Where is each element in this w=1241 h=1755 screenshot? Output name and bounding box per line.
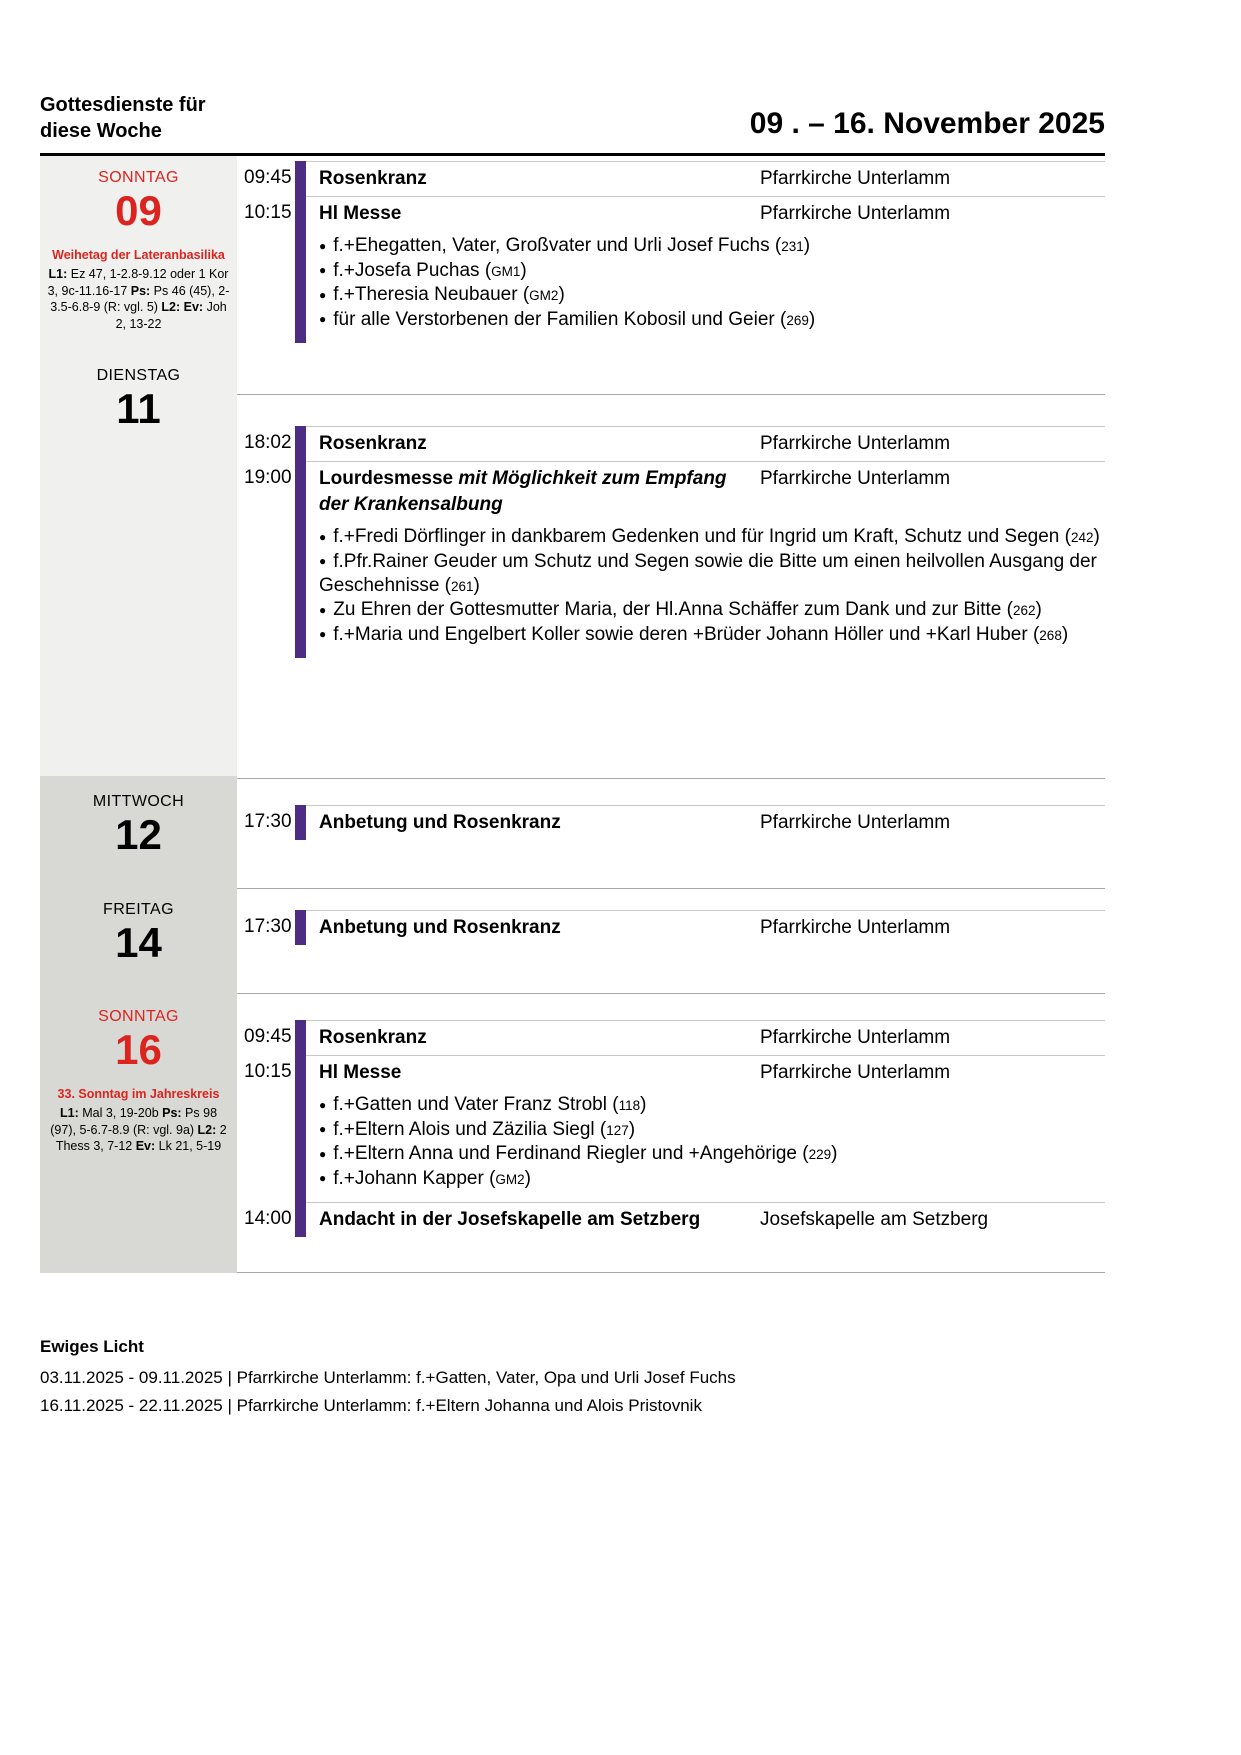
event-title: [319, 431, 760, 457]
intention-item: ● f.+Johann Kapper (GM2): [319, 1167, 531, 1189]
intention-text: f.+Josefa Puchas: [333, 259, 480, 281]
event-title: [319, 201, 760, 227]
reading-segment: L1:: [59, 1106, 79, 1120]
intention-item: ● f.+Gatten und Vater Franz Strobl (118): [319, 1094, 647, 1115]
event-main: [306, 1020, 1105, 1055]
page-title-line1: Gottesdienste für: [40, 94, 206, 116]
intention-ref: GM2: [529, 288, 559, 303]
event-header: [306, 461, 1105, 522]
event-row: [237, 1055, 1105, 1202]
bullet-icon: ●: [319, 287, 327, 302]
event-title-text: Rosenkranz: [319, 1027, 427, 1048]
day-number: 11: [116, 385, 161, 432]
footer: [40, 1335, 1105, 1420]
event-main: [306, 805, 1105, 840]
intention-ref: 269: [786, 312, 809, 328]
reading-segment: Ev:: [135, 1139, 156, 1153]
event-main: [306, 1055, 1105, 1202]
page-title-line2: diese Woche: [40, 120, 162, 142]
intention-ref: 261: [451, 578, 474, 594]
intention-item: ● f.+Ehegatten, Vater, Großvater und Urli Josef Fuchs (231): [319, 235, 811, 256]
intention-ref: GM2: [495, 1171, 525, 1187]
event-time: 17:30: [244, 916, 292, 937]
event-row: [237, 1020, 1105, 1055]
reading-segment: Mal 3, 19-20b: [78, 1106, 163, 1120]
event-accent-bar: [295, 1202, 306, 1237]
bullet-icon: ●: [319, 554, 327, 568]
event-location: Pfarrkirche Unterlamm: [760, 203, 951, 224]
reading-segment: Ps:: [130, 283, 151, 298]
event-row: [237, 1202, 1105, 1237]
day-number: 12: [115, 811, 162, 858]
reading-segment: L1:: [48, 267, 68, 281]
intentions-list: [306, 231, 1105, 343]
intention-item: ● f.+Josefa Puchas (GM1): [319, 259, 527, 281]
event-accent-bar: [295, 805, 306, 840]
event-accent-bar: [295, 461, 306, 658]
intention-text: f.Pfr.Rainer Geuder um Schutz und Segen sowie die Bitte um einen heilvollen Ausgang der Geschehnisse: [319, 550, 1097, 596]
day-name: SONNTAG: [98, 1008, 179, 1025]
events-column: [237, 991, 1105, 1273]
event-time: 19:00: [244, 467, 292, 488]
bullet-icon: ●: [319, 1097, 327, 1112]
intention-item: ● f.Pfr.Rainer Geuder um Schutz und Segen sowie die Bitte um einen heilvollen Ausgang der Geschehnisse (261): [319, 550, 1097, 596]
bullet-icon: ●: [319, 627, 327, 641]
week-date-range: 09 . – 16. November 2025: [749, 107, 1105, 140]
intention-text: f.+Eltern Anna und Ferdinand Riegler und +Angehörige: [333, 1143, 797, 1164]
event-header: [306, 910, 1105, 945]
bullet-icon: ●: [319, 1171, 327, 1185]
reading-segment: Ps 98 (97), 5-6.7-8.9 (R: vgl. 9a): [50, 1106, 218, 1137]
bullet-icon: ●: [319, 529, 327, 544]
event-location: Josefskapelle am Setzberg: [760, 1209, 989, 1230]
intention-text: für alle Verstorbenen der Familien Kobosil und Geier: [333, 308, 775, 330]
intention-item: ● f.+Eltern Alois und Zäzilia Siegl (127): [319, 1118, 636, 1140]
event-title: [319, 915, 760, 941]
event-header: [306, 1055, 1105, 1090]
event-title: [319, 466, 760, 518]
event-row: [237, 805, 1105, 840]
intentions-list: [306, 522, 1105, 658]
day-section-mittwoch12: [40, 776, 1105, 886]
event-location: Pfarrkirche Unterlamm: [760, 917, 951, 938]
event-main: [306, 161, 1105, 196]
event-accent-bar: [295, 426, 306, 461]
day-name: SONNTAG: [98, 169, 179, 186]
day-section-sonntag09: [40, 156, 1105, 358]
event-title-text: Rosenkranz: [319, 433, 427, 454]
event-accent-bar: [295, 910, 306, 945]
event-title-text: Andacht in der Josefskapelle am Setzberg: [319, 1209, 701, 1230]
intention-ref: 242: [1070, 530, 1094, 545]
day-number: 09: [115, 187, 162, 234]
reading-segment: Lk 21, 5-19: [155, 1139, 222, 1153]
event-title: [319, 166, 760, 192]
day-section-dienstag11: [40, 358, 1105, 776]
bullet-icon: ●: [319, 1146, 327, 1161]
bullet-icon: ●: [319, 1122, 327, 1136]
intention-text: f.+Ehegatten, Vater, Großvater und Urli Josef Fuchs: [333, 235, 770, 256]
bullet-icon: ●: [319, 238, 327, 253]
intention-item: ● f.+Eltern Anna und Ferdinand Riegler und +Angehörige (229): [319, 1143, 838, 1164]
event-time: 10:15: [244, 1061, 292, 1082]
event-main: [306, 426, 1105, 461]
intention-ref: 118: [618, 1098, 641, 1113]
intention-item: ● f.+Theresia Neubauer (GM2): [319, 284, 565, 305]
event-title-text: Rosenkranz: [319, 168, 427, 189]
event-row: [237, 910, 1105, 945]
event-row: [237, 196, 1105, 343]
event-main: [306, 461, 1105, 658]
intention-ref: 127: [606, 1122, 629, 1138]
event-row: [237, 161, 1105, 196]
reading-segment: L2:: [197, 1122, 217, 1137]
day-name: FREITAG: [103, 901, 174, 918]
intention-text: f.+Johann Kapper: [333, 1167, 484, 1189]
event-location: Pfarrkirche Unterlamm: [760, 168, 951, 189]
event-title-text: Hl Messe: [319, 203, 402, 224]
section-divider: [237, 993, 1105, 994]
page-title: [40, 92, 206, 144]
section-divider: [237, 888, 1105, 889]
event-header: [306, 196, 1105, 231]
intention-ref: 268: [1039, 627, 1062, 643]
event-row: [237, 461, 1105, 658]
day-name: DIENSTAG: [96, 367, 181, 384]
events-column: [237, 156, 1105, 358]
event-time: 14:00: [244, 1208, 292, 1229]
reading-segment: Ev:: [183, 300, 204, 314]
reading-segment: Ps 46 (45), 2-3.5-6.8-9 (R: vgl. 5): [50, 283, 230, 314]
event-accent-bar: [295, 1020, 306, 1055]
events-column: [237, 886, 1105, 991]
day-panel: [40, 156, 237, 358]
event-time: 09:45: [244, 167, 292, 188]
section-divider: [237, 394, 1105, 395]
event-title-note: mit Möglichkeit zum Empfang der Krankensalbung: [319, 468, 727, 515]
bullet-icon: ●: [319, 602, 327, 617]
event-header: [306, 426, 1105, 461]
event-time: 10:15: [244, 202, 292, 223]
day-number: 16: [115, 1026, 162, 1073]
event-row: [237, 426, 1105, 461]
events-column: [237, 358, 1105, 776]
event-location: Pfarrkirche Unterlamm: [760, 812, 951, 833]
event-location: Pfarrkirche Unterlamm: [760, 1027, 951, 1048]
event-title-text: Hl Messe: [319, 1062, 402, 1083]
event-accent-bar: [295, 1055, 306, 1202]
feast-name: 33. Sonntag im Jahreskreis: [57, 1087, 220, 1101]
day-panel: [40, 358, 237, 776]
day-panel: [40, 991, 237, 1273]
event-title: [319, 1025, 760, 1051]
event-title: [319, 1207, 760, 1233]
day-panel: [40, 776, 237, 886]
event-time: 17:30: [244, 811, 292, 832]
intention-text: f.+Maria und Engelbert Koller sowie deren +Brüder Johann Höller und +Karl Huber: [333, 623, 1028, 645]
intention-item: ● f.+Fredi Dörflinger in dankbarem Gedenken und für Ingrid um Kraft, Schutz und Segen (242): [319, 526, 1100, 547]
bullet-icon: ●: [319, 263, 327, 277]
day-readings: [40, 1105, 237, 1155]
event-header: [306, 1202, 1105, 1237]
eternal-light-entry: 03.11.2025 - 09.11.2025 | Pfarrkirche Unterlamm: f.+Gatten, Vater, Opa und Urli Josef Fuchs: [40, 1368, 736, 1387]
event-main: [306, 910, 1105, 945]
day-number: 14: [115, 919, 162, 966]
reading-segment: Ez 47, 1-2.8-9.12 oder 1 Kor 3, 9c-11.16-17: [47, 267, 229, 298]
section-divider: [237, 778, 1105, 779]
eternal-light-entry: 16.11.2025 - 22.11.2025 | Pfarrkirche Unterlamm: f.+Eltern Johanna und Alois Pristovnik: [40, 1396, 702, 1415]
intention-text: Zu Ehren der Gottesmutter Maria, der Hl.Anna Schäffer zum Dank und zur Bitte: [333, 599, 1002, 620]
event-header: [306, 1020, 1105, 1055]
intention-text: f.+Theresia Neubauer: [333, 284, 518, 305]
intention-ref: 231: [781, 239, 804, 254]
intention-ref: 229: [808, 1147, 832, 1162]
events-column: [237, 776, 1105, 886]
event-location: Pfarrkirche Unterlamm: [760, 433, 951, 454]
event-location: Pfarrkirche Unterlamm: [760, 468, 951, 489]
event-title: [319, 810, 760, 836]
intentions-list: [306, 1090, 1105, 1202]
reading-segment: L2:: [161, 300, 181, 314]
event-header: [306, 161, 1105, 196]
event-accent-bar: [295, 161, 306, 196]
event-time: 18:02: [244, 432, 292, 453]
event-title: [319, 1060, 760, 1086]
feast-name: Weihetag der Lateranbasilika: [52, 248, 225, 262]
schedule-table: [40, 156, 1105, 1273]
intention-item: ● für alle Verstorbenen der Familien Kobosil und Geier (269): [319, 308, 816, 330]
bullet-icon: ●: [319, 312, 327, 326]
day-name: MITTWOCH: [92, 793, 185, 810]
reading-segment: Joh 2, 13-22: [115, 300, 227, 331]
day-section-sonntag16: [40, 991, 1105, 1273]
day-readings: [40, 266, 237, 332]
intention-item: ● f.+Maria und Engelbert Koller sowie deren +Brüder Johann Höller und +Karl Huber (268): [319, 623, 1069, 645]
event-main: [306, 196, 1105, 343]
event-title-text: Lourdesmesse: [319, 468, 454, 489]
intention-text: f.+Eltern Alois und Zäzilia Siegl: [333, 1118, 595, 1140]
reading-segment: 2 Thess 3, 7-12: [55, 1122, 227, 1153]
event-title-text: Anbetung und Rosenkranz: [319, 917, 561, 938]
day-section-freitag14: [40, 886, 1105, 991]
intention-text: f.+Fredi Dörflinger in dankbarem Gedenken und für Ingrid um Kraft, Schutz und Segen: [333, 526, 1060, 547]
intention-ref: 262: [1012, 603, 1036, 618]
event-header: [306, 805, 1105, 840]
reading-segment: Ps:: [162, 1106, 182, 1120]
event-location: Pfarrkirche Unterlamm: [760, 1062, 951, 1083]
day-panel: [40, 886, 237, 991]
page-header: [40, 92, 1105, 156]
intention-item: ● Zu Ehren der Gottesmutter Maria, der Hl.Anna Schäffer zum Dank und zur Bitte (262): [319, 599, 1042, 620]
event-time: 09:45: [244, 1026, 292, 1047]
event-title-text: Anbetung und Rosenkranz: [319, 812, 561, 833]
eternal-light-heading: Ewiges Licht: [40, 1337, 144, 1356]
event-accent-bar: [295, 196, 306, 343]
event-main: [306, 1202, 1105, 1237]
intention-ref: GM1: [491, 263, 521, 279]
intention-text: f.+Gatten und Vater Franz Strobl: [333, 1094, 607, 1115]
